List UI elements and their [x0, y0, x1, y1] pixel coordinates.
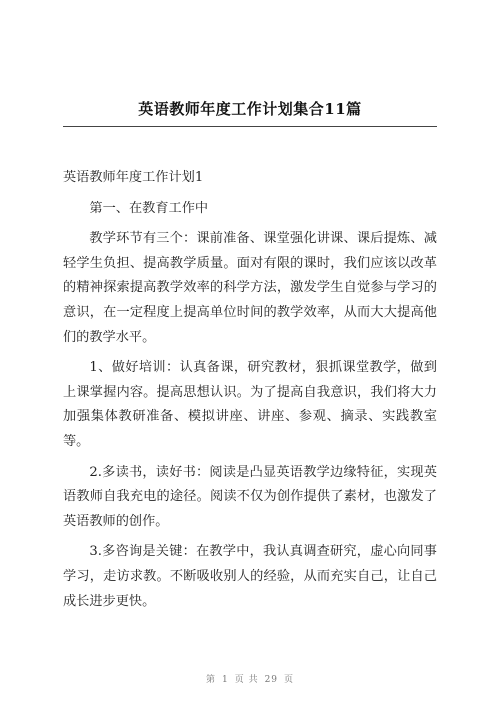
paragraph: 2.多读书，读好书：阅读是凸显英语教学边缘特征，实现英语教师自我充电的途径。阅读不仅为创作提供了素材，也激发了英语教师的创作。 — [63, 464, 437, 529]
paragraph: 3.多咨询是关键：在教学中，我认真调查研究，虚心向同事学习，走访求教。不断吸收别人的经验，从而充实自己，让自己成长进步更快。 — [63, 544, 437, 609]
footer-suffix: 页 — [284, 675, 295, 685]
page-footer — [0, 672, 500, 685]
section-heading: 英语教师年度工作计划1 — [63, 170, 204, 185]
document-body — [63, 166, 437, 620]
paragraph: 1、做好培训：认真备课，研究教材，狠抓课堂教学，做到上课掌握内容。提高思想认识。为了提高自我意识，我们将大力加强集体教研准备、模拟讲座、讲座、参观、摘录、实践教室等。 — [63, 360, 437, 449]
footer-mid: 页 共 — [234, 675, 259, 685]
subsection-heading: 第一、在教育工作中 — [89, 200, 209, 216]
footer-prefix: 第 — [205, 675, 216, 685]
footer-page-number: 1 — [221, 675, 229, 685]
document-title: 英语教师年度工作计划集合11篇 — [138, 100, 362, 118]
title-divider — [63, 126, 437, 127]
footer-page-total: 29 — [264, 675, 279, 685]
paragraph: 教学环节有三个：课前准备、课堂强化讲课、课后提炼、减轻学生负担、提高教学质量。面对有限的课时，我们应该以改革的精神探索提高教学效率的科学方法，激发学生自觉参与学习的意识，在一定程度上提高单位时间的教学效率，从而大大提高他们的教学水平。 — [63, 231, 437, 345]
